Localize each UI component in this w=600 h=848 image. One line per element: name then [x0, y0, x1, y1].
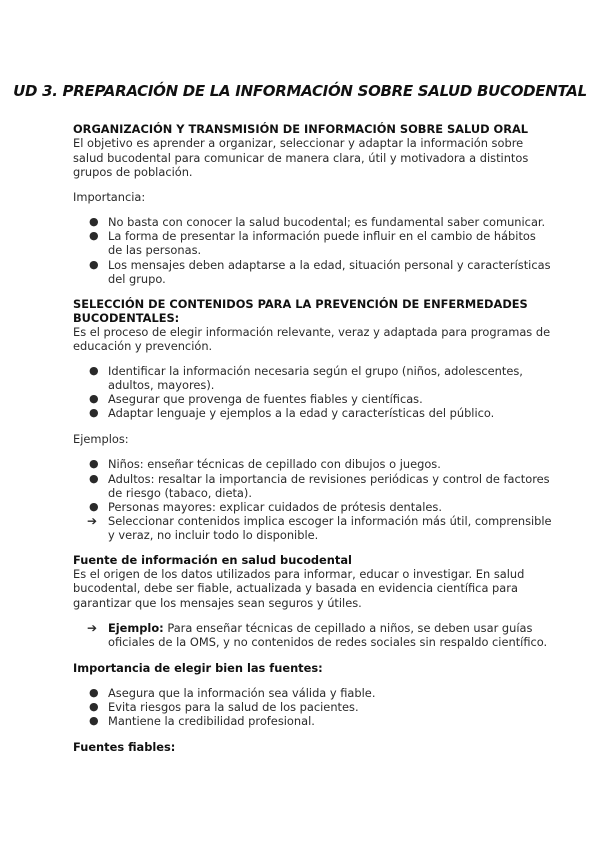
bullet-icon: ●	[89, 258, 99, 271]
arrow-icon: ➔	[87, 514, 98, 528]
arrow-icon: ➔	[87, 621, 98, 635]
list-item: La forma de presentar la información puede influir en el cambio de hábitos	[108, 229, 536, 243]
list-item: Adaptar lenguaje y ejemplos a la edad y características del público.	[108, 406, 495, 420]
example-label: Ejemplo:	[108, 621, 164, 635]
list-item-continued: de las personas.	[108, 243, 202, 257]
paragraph-line: educación y prevención.	[73, 339, 213, 353]
section-heading: SELECCIÓN DE CONTENIDOS PARA LA PREVENCIÓN DE ENFERMEDADES	[73, 297, 528, 311]
list-item: Niños: enseñar técnicas de cepillado con dibujos o juegos.	[108, 457, 441, 471]
subheading: Ejemplos:	[73, 432, 129, 446]
bullet-icon: ●	[89, 686, 99, 699]
example-line-continued: oficiales de la OMS, y no contenidos de redes sociales sin respaldo científico.	[108, 635, 548, 649]
list-item-continued: de riesgo (tabaco, dieta).	[108, 486, 252, 500]
list-item: Adultos: resaltar la importancia de revisiones periódicas y control de factores	[108, 472, 550, 486]
list-item-continued: adultos, mayores).	[108, 378, 215, 392]
list-item: Asegura que la información sea válida y fiable.	[108, 686, 376, 700]
list-item: Personas mayores: explicar cuidados de prótesis dentales.	[108, 500, 442, 514]
list-item-continued: del grupo.	[108, 272, 166, 286]
paragraph-line: El objetivo es aprender a organizar, seleccionar y adaptar la información sobre	[73, 136, 524, 150]
bullet-icon: ●	[89, 700, 99, 713]
list-item: Identificar la información necesaria según el grupo (niños, adolescentes,	[108, 364, 523, 378]
list-item: Los mensajes deben adaptarse a la edad, situación personal y características	[108, 258, 551, 272]
paragraph-line: bucodental, debe ser fiable, actualizada y basada en evidencia científica para	[73, 581, 518, 595]
bullet-icon: ●	[89, 500, 99, 513]
list-item: No basta con conocer la salud bucodental; es fundamental saber comunicar.	[108, 215, 546, 229]
paragraph-line: garantizar que los mensajes sean seguros y útiles.	[73, 596, 362, 610]
section-heading: ORGANIZACIÓN Y TRANSMISIÓN DE INFORMACIÓN SOBRE SALUD ORAL	[73, 122, 529, 136]
section-heading-continued: BUCODENTALES:	[73, 311, 180, 325]
arrow-item-continued: y veraz, no incluir todo lo disponible.	[108, 528, 319, 542]
example-line	[108, 621, 532, 636]
bullet-icon: ●	[89, 406, 99, 419]
example-text: Para enseñar técnicas de cepillado a niños, se deben usar guías	[163, 621, 533, 635]
bullet-icon: ●	[89, 472, 99, 485]
bullet-icon: ●	[89, 457, 99, 470]
list-item: Asegurar que provenga de fuentes fiables y científicas.	[108, 392, 423, 406]
section-heading: Importancia de elegir bien las fuentes:	[73, 661, 323, 675]
bullet-icon: ●	[89, 392, 99, 405]
paragraph-line: grupos de población.	[73, 165, 193, 179]
list-item: Evita riesgos para la salud de los pacientes.	[108, 700, 359, 714]
paragraph-line: Es el proceso de elegir información relevante, veraz y adaptada para programas de	[73, 325, 551, 339]
paragraph-line: Es el origen de los datos utilizados para informar, educar o investigar. En salud	[73, 567, 525, 581]
subheading: Importancia:	[73, 190, 146, 204]
bullet-icon: ●	[89, 714, 99, 727]
paragraph-line: salud bucodental para comunicar de manera clara, útil y motivadora a distintos	[73, 151, 529, 165]
section-heading: Fuente de información en salud bucodental	[73, 553, 352, 567]
list-item: Mantiene la credibilidad profesional.	[108, 714, 315, 728]
arrow-item: Seleccionar contenidos implica escoger la información más útil, comprensible	[108, 514, 552, 528]
section-heading: Fuentes fiables:	[73, 740, 176, 754]
bullet-icon: ●	[89, 229, 99, 242]
page-title: UD 3. PREPARACIÓN DE LA INFORMACIÓN SOBRE SALUD BUCODENTAL	[13, 82, 587, 100]
bullet-icon: ●	[89, 215, 99, 228]
bullet-icon: ●	[89, 364, 99, 377]
